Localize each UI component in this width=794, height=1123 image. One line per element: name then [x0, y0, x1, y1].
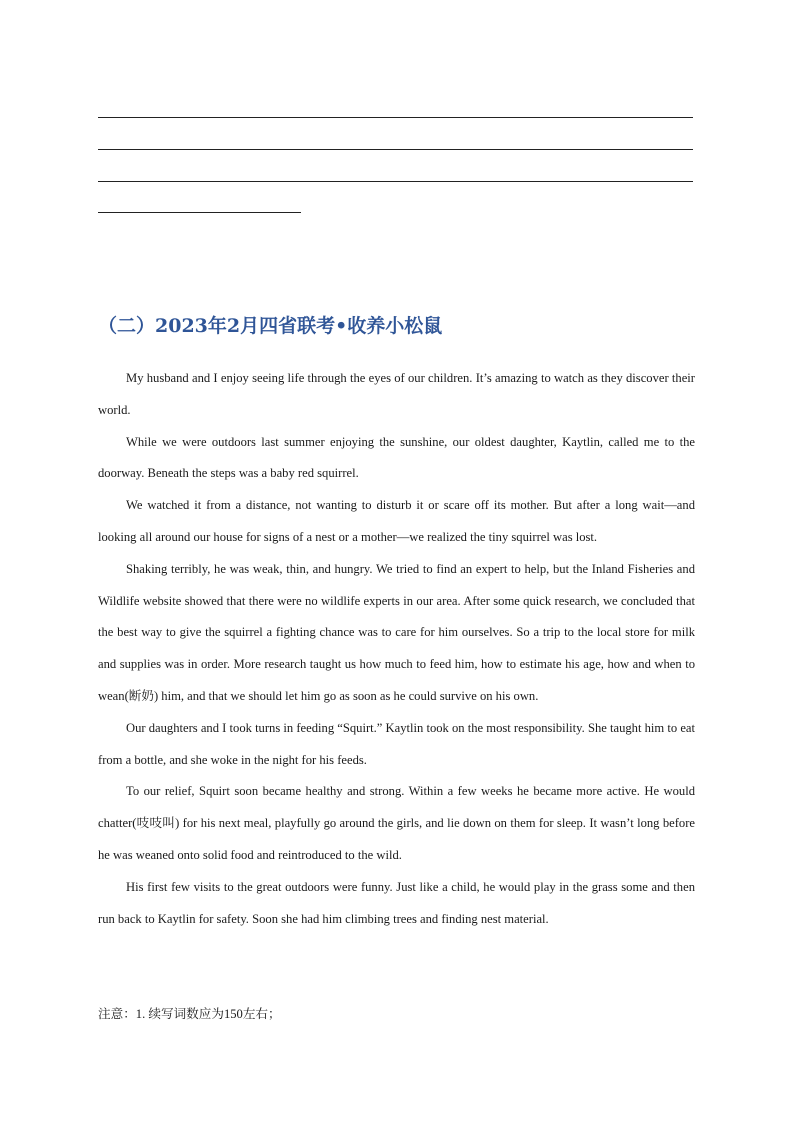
paragraph-2: While we were outdoors last summer enjoying the sunshine, our oldest daughter, Kaytlin, called me to the doorway. Beneath the steps was a baby red squirrel.: [98, 434, 695, 481]
paragraph-7: His first few visits to the great outdoors were funny. Just like a child, he would play in the grass some and then run back to Kaytlin for safety. Soon she had him climbing trees and finding nest material.: [98, 879, 695, 926]
section-title: （二）2023年2月四省联考•收养小松鼠: [98, 315, 443, 337]
paragraph-4: Shaking terribly, he was weak, thin, and hungry. We tried to find an expert to help, but the Inland Fisheries and Wildlife website showed that there were no wildlife experts in our area. After some quick research, we concluded that the best way to give the squirrel a fighting chance was to care for him ourselves. So a trip to the local store for milk and supplies was in order. More research taught us how much to feed him, how to estimate his age, how and when to wean(断奶) him, and that we should let him go as soon as he could survive on his own.: [98, 561, 695, 703]
paragraph-6: To our relief, Squirt soon became healthy and strong. Within a few weeks he became more active. He would chatter(吱吱叫) for his next meal, playfully go around the girls, and lie down on them for sleep. It wasn’t long before he was weaned onto solid food and reintroduced to the wild.: [98, 784, 695, 862]
answer-line-4: [98, 212, 301, 213]
passage: [98, 363, 695, 935]
writing-note: 注意：1. 续写词数应为150左右；: [98, 1007, 281, 1021]
answer-line-2: [98, 149, 693, 150]
paragraph-3: We watched it from a distance, not wanting to disturb it or scare off its mother. But after a long wait—and looking all around our house for signs of a nest or a mother—we realized the tiny squirrel was lost.: [98, 498, 695, 544]
answer-line-3: [98, 181, 693, 182]
answer-line-1: [98, 117, 693, 118]
paragraph-5: Our daughters and I took turns in feeding “Squirt.” Kaytlin took on the most responsibility. She taught him to eat from a bottle, and she woke in the night for his feeds.: [98, 720, 695, 767]
paragraph-1: My husband and I enjoy seeing life through the eyes of our children. It’s amazing to watch as they discover their world.: [98, 371, 695, 417]
